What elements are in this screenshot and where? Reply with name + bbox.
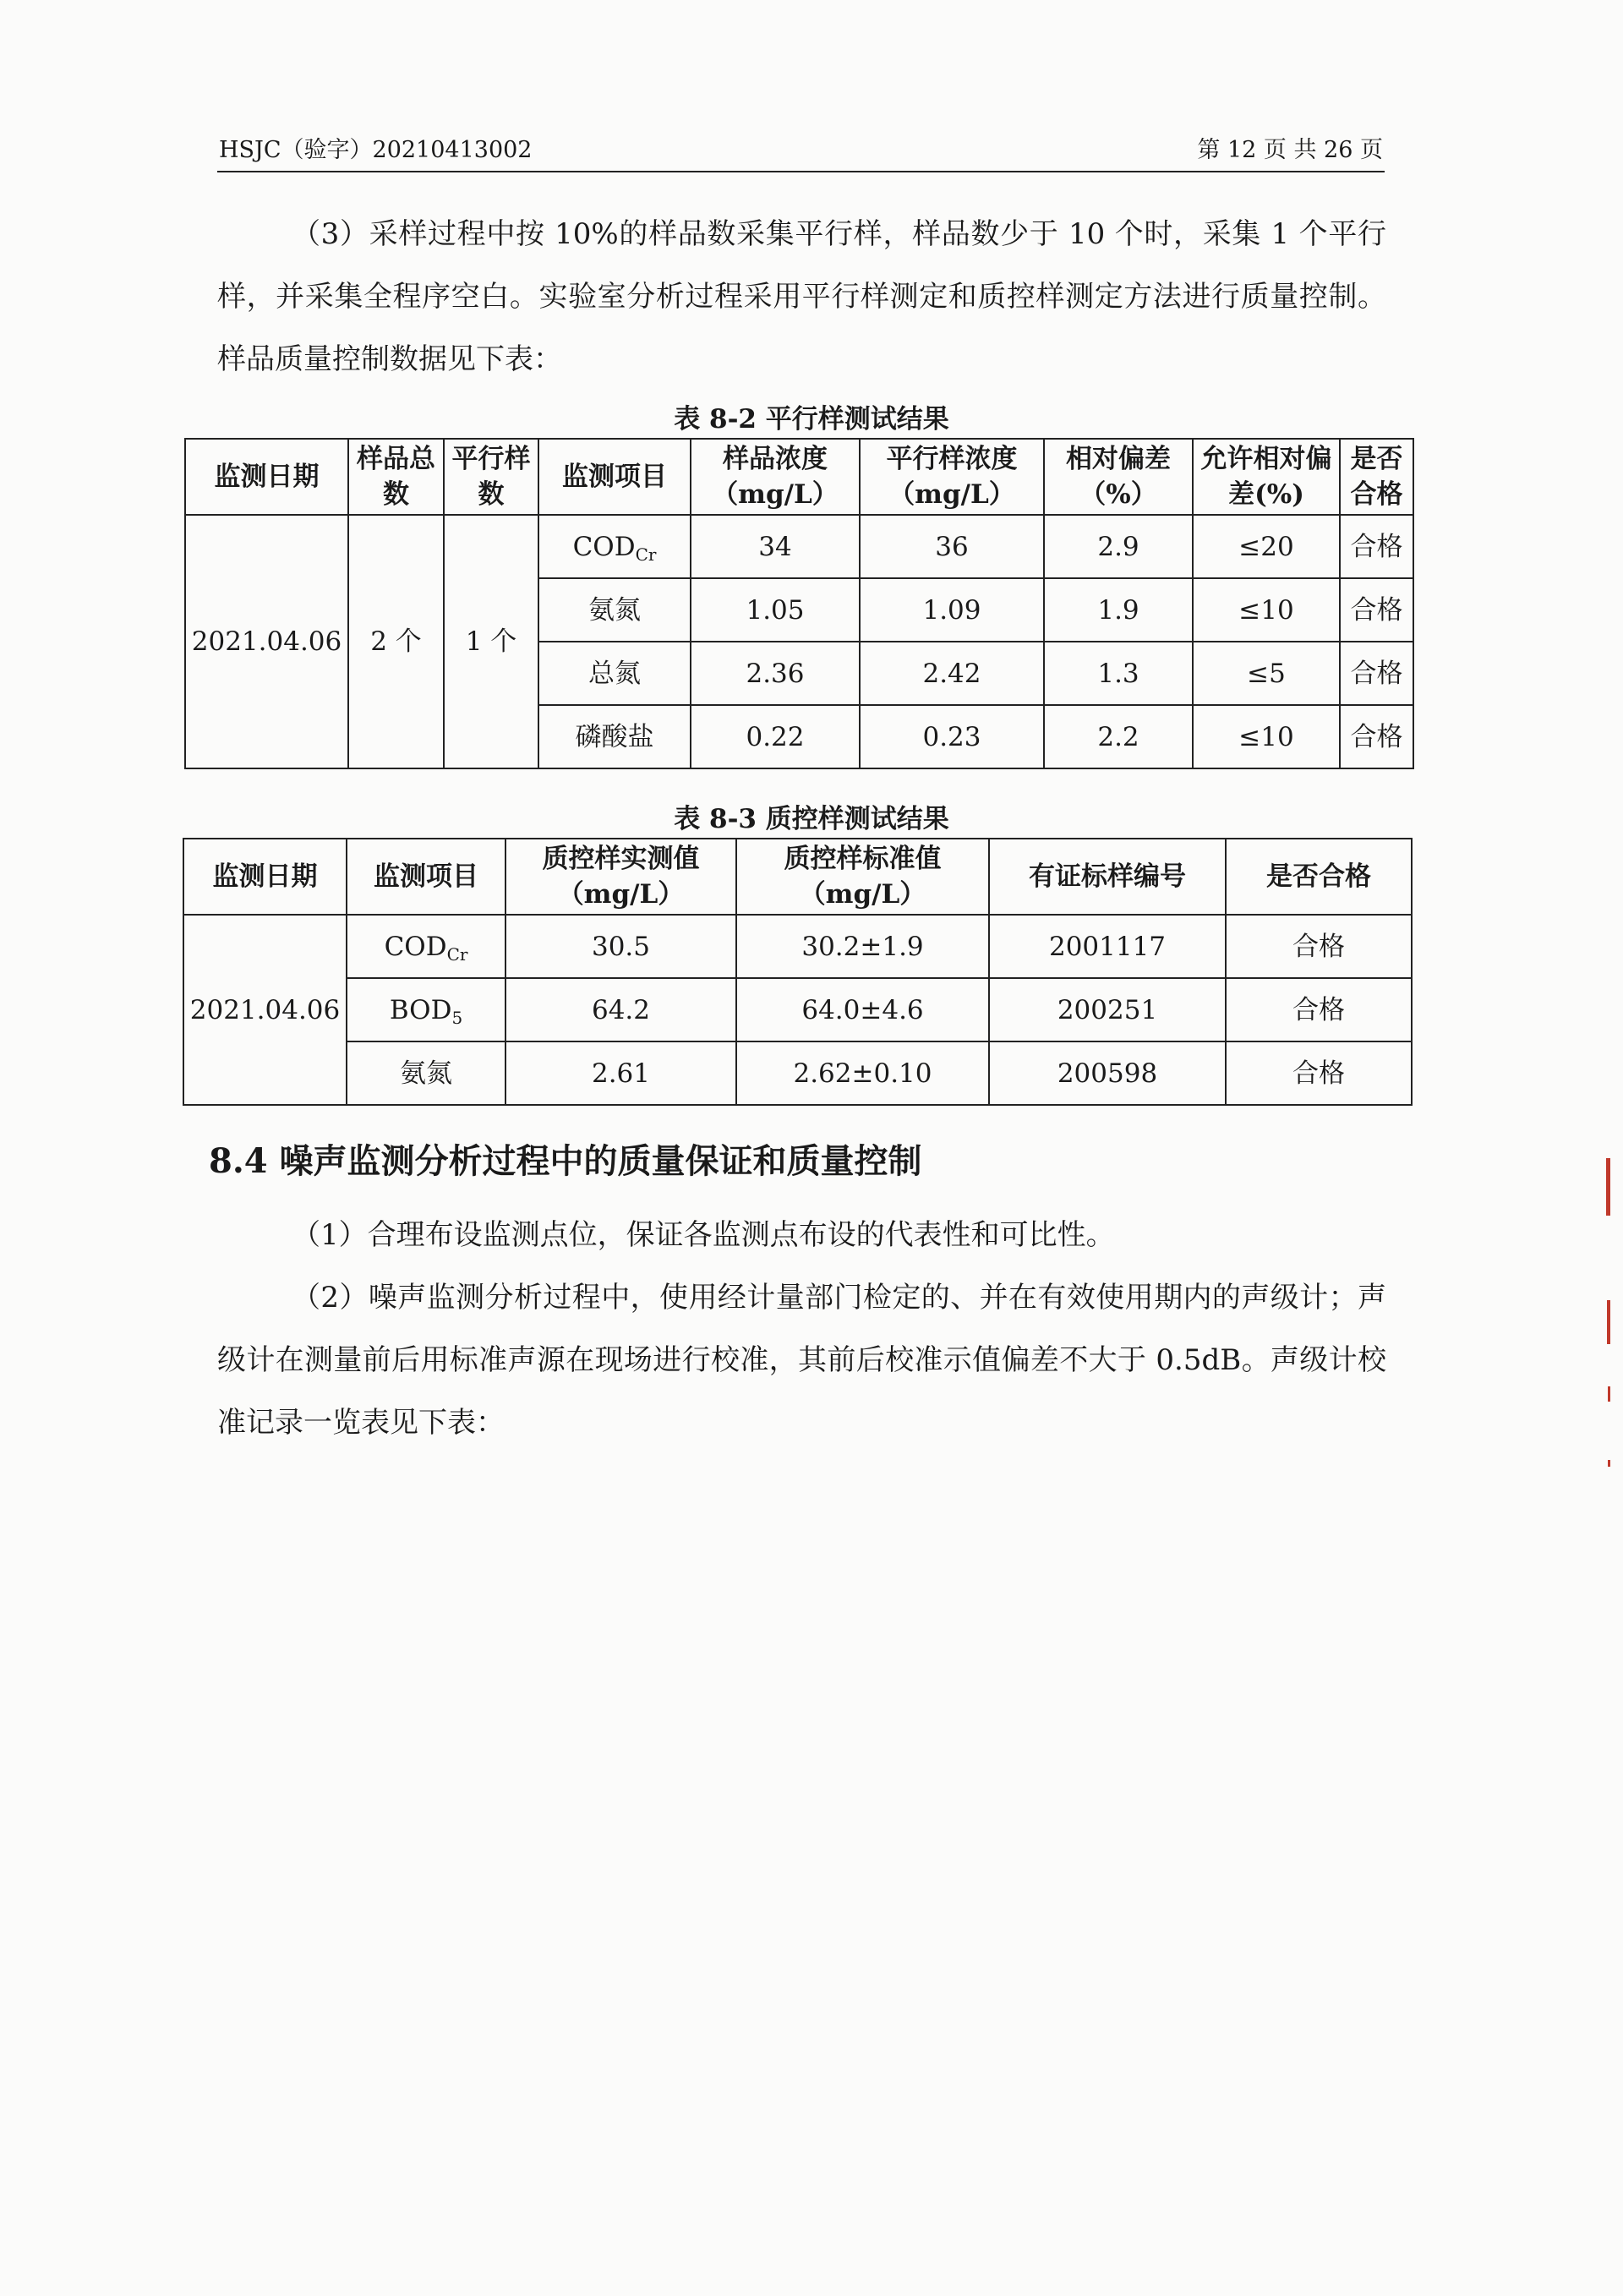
cert-cell: 200251 bbox=[989, 978, 1226, 1041]
dev-cell: 2.9 bbox=[1044, 515, 1193, 578]
table-8-3-caption: 表 8-3 质控样测试结果 bbox=[674, 804, 949, 834]
measured-cell: 2.61 bbox=[505, 1041, 736, 1105]
header-cell: 监测项目 bbox=[347, 839, 505, 915]
header-cell: 质控样实测值（mg/L） bbox=[505, 839, 736, 915]
pconc-cell: 2.42 bbox=[860, 642, 1044, 705]
header-cell: 平行样浓度（mg/L） bbox=[860, 439, 1044, 515]
table-row bbox=[183, 1041, 1412, 1105]
header-cell: 监测日期 bbox=[185, 439, 348, 515]
standard-cell: 64.0±4.6 bbox=[736, 978, 989, 1041]
item-cell: $BOD_5$ bbox=[347, 978, 505, 1041]
item-cell: $COD_{Cr}$ bbox=[347, 915, 505, 978]
section-title: 8.4 噪声监测分析过程中的质量保证和质量控制 bbox=[209, 1141, 922, 1181]
allow-cell: ≤10 bbox=[1193, 578, 1340, 642]
scan-edge-mark bbox=[1607, 1300, 1610, 1344]
table-header-row bbox=[183, 839, 1412, 915]
parallel-cell: 1 个 bbox=[444, 515, 538, 768]
dev-cell: 1.3 bbox=[1044, 642, 1193, 705]
standard-cell: 30.2±1.9 bbox=[736, 915, 989, 978]
page-header bbox=[217, 137, 1385, 172]
header-cell: 监测项目 bbox=[538, 439, 691, 515]
section-paragraph-2: （2）噪声监测分析过程中，使用经计量部门检定的、并在有效使用期内的声级计；声级计在测量前后用标准声源在现场进行校准，其前后校准示值偏差不大于 0.5dB。声级计校准记录一览表见下表： bbox=[217, 1281, 1386, 1440]
header-cell: 样品浓度（mg/L） bbox=[691, 439, 860, 515]
measured-cell: 30.5 bbox=[505, 915, 736, 978]
header-cell: 有证标样编号 bbox=[989, 839, 1226, 915]
header-cell: 是否合格 bbox=[1226, 839, 1412, 915]
pass-cell: 合格 bbox=[1226, 978, 1412, 1041]
cert-cell: 200598 bbox=[989, 1041, 1226, 1105]
conc-cell: 2.36 bbox=[691, 642, 860, 705]
table-row bbox=[185, 515, 1413, 578]
item-cell: 氨氮 bbox=[538, 578, 691, 642]
pconc-cell: 36 bbox=[860, 515, 1044, 578]
header-cell: 样品总数 bbox=[348, 439, 444, 515]
pass-cell: 合格 bbox=[1340, 515, 1413, 578]
allow-cell: ≤10 bbox=[1193, 705, 1340, 768]
quality-control-table bbox=[183, 838, 1413, 1106]
item-cell: $COD_{Cr}$ bbox=[538, 515, 691, 578]
header-cell: 平行样数 bbox=[444, 439, 538, 515]
allow-cell: ≤20 bbox=[1193, 515, 1340, 578]
page-number: 第 12 页 共 26 页 bbox=[1197, 137, 1383, 163]
conc-cell: 34 bbox=[691, 515, 860, 578]
header-cell: 是否合格 bbox=[1340, 439, 1413, 515]
item-cell: 磷酸盐 bbox=[538, 705, 691, 768]
header-cell: 监测日期 bbox=[183, 839, 347, 915]
item-cell: 氨氮 bbox=[347, 1041, 505, 1105]
total-cell: 2 个 bbox=[348, 515, 444, 768]
intro-paragraph: （3）采样过程中按 10%的样品数采集平行样，样品数少于 10 个时，采集 1 个平行样，并采集全程序空白。实验室分析过程采用平行样测定和质控样测定方法进行质量控制。样品质量控制数据见下表： bbox=[217, 217, 1386, 376]
table-8-2-caption: 表 8-2 平行样测试结果 bbox=[674, 404, 949, 435]
date-cell: 2021.04.06 bbox=[185, 515, 348, 768]
conc-cell: 1.05 bbox=[691, 578, 860, 642]
table-row bbox=[183, 978, 1412, 1041]
date-cell: 2021.04.06 bbox=[183, 915, 347, 1105]
scan-edge-mark bbox=[1606, 1158, 1610, 1216]
allow-cell: ≤5 bbox=[1193, 642, 1340, 705]
scan-edge-mark bbox=[1608, 1386, 1610, 1402]
dev-cell: 1.9 bbox=[1044, 578, 1193, 642]
item-cell: 总氮 bbox=[538, 642, 691, 705]
header-cell: 相对偏差（%） bbox=[1044, 439, 1193, 515]
report-number: HSJC（验字）20210413002 bbox=[219, 137, 533, 163]
parallel-sample-table bbox=[184, 438, 1414, 769]
pass-cell: 合格 bbox=[1226, 915, 1412, 978]
header-cell: 允许相对偏差(%) bbox=[1193, 439, 1340, 515]
conc-cell: 0.22 bbox=[691, 705, 860, 768]
cert-cell: 2001117 bbox=[989, 915, 1226, 978]
header-cell: 质控样标准值（mg/L） bbox=[736, 839, 989, 915]
standard-cell: 2.62±0.10 bbox=[736, 1041, 989, 1105]
pass-cell: 合格 bbox=[1340, 642, 1413, 705]
scan-edge-mark bbox=[1608, 1460, 1610, 1467]
pconc-cell: 0.23 bbox=[860, 705, 1044, 768]
pconc-cell: 1.09 bbox=[860, 578, 1044, 642]
table-row bbox=[183, 915, 1412, 978]
table-header-row bbox=[185, 439, 1413, 515]
section-paragraph-1: （1）合理布设监测点位，保证各监测点布设的代表性和可比性。 bbox=[292, 1218, 1115, 1252]
measured-cell: 64.2 bbox=[505, 978, 736, 1041]
pass-cell: 合格 bbox=[1226, 1041, 1412, 1105]
pass-cell: 合格 bbox=[1340, 705, 1413, 768]
dev-cell: 2.2 bbox=[1044, 705, 1193, 768]
pass-cell: 合格 bbox=[1340, 578, 1413, 642]
